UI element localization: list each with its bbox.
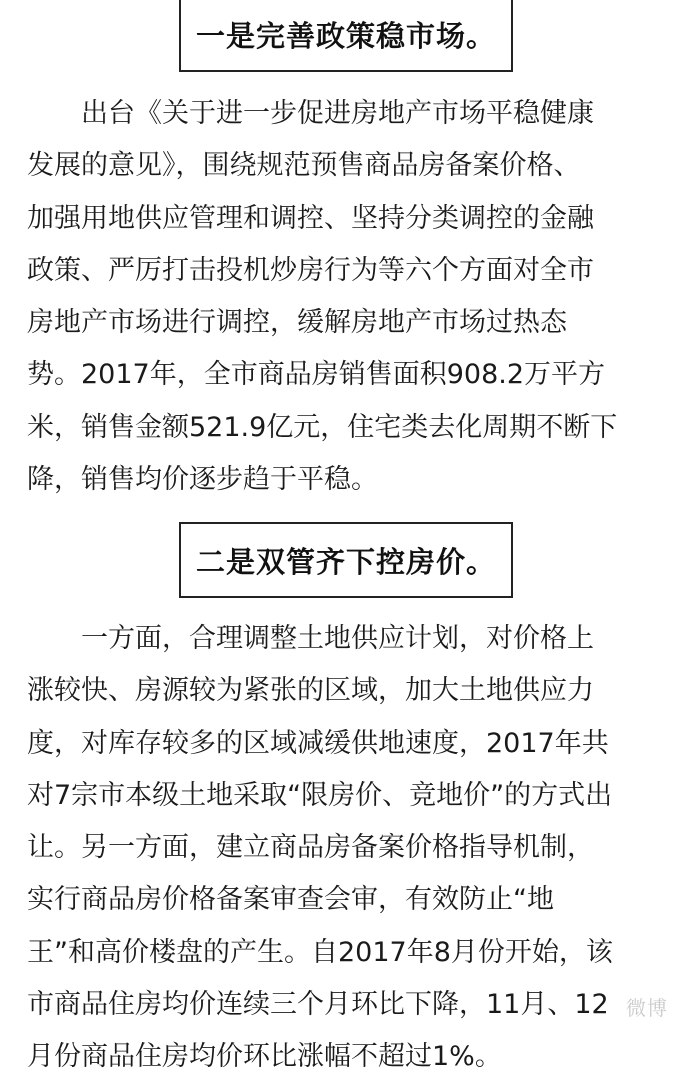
section-2-heading-text: 二是双管齐下控房价。	[195, 544, 496, 579]
paragraph-line: 发展的意见》，围绕规范预售商品房备案价格、	[27, 150, 581, 182]
paragraph-line: 一方面，合理调整土地供应计划，对价格上	[27, 623, 594, 654]
paragraph-line: 实行商品房价格备案审查会审，有效防止“地	[27, 884, 554, 916]
paragraph-line: 政策、严厉打击投机炒房行为等六个方面对全市	[27, 254, 594, 286]
paragraph-line: 让。另一方面，建立商品房备案价格指导机制，	[27, 832, 594, 864]
section-2-paragraph	[27, 613, 663, 1084]
paragraph-line: 房地产市场进行调控，缓解房地产市场过热态	[27, 307, 567, 339]
paragraph-line: 王”和高价楼盘的产生。自2017年8月份开始，该	[27, 936, 613, 968]
paragraph-line: 对7宗市本级土地采取“限房价、竞地价”的方式出	[27, 779, 613, 811]
weibo-watermark	[626, 992, 668, 1021]
section-2-heading	[179, 522, 513, 598]
paragraph-line: 势。2017年，全市商品房销售面积908.2万平方	[27, 359, 606, 391]
paragraph-line: 月份商品住房均价环比涨幅不超过1%。	[27, 1041, 502, 1073]
paragraph-line: 加强用地供应管理和调控、坚持分类调控的金融	[27, 202, 594, 234]
paragraph-line: 出台《关于进一步促进房地产市场平稳健康	[27, 98, 594, 129]
paragraph-line: 降，销售均价逐步趋于平稳。	[27, 464, 378, 496]
section-1-heading	[179, 0, 513, 72]
paragraph-line: 涨较快、房源较为紧张的区域，加大土地供应力	[27, 675, 594, 707]
paragraph-line: 米，销售金额521.9亿元，住宅类去化周期不断下	[27, 411, 618, 443]
section-1-heading-text: 一是完善政策稳市场。	[195, 18, 496, 53]
paragraph-line: 市商品住房均价连续三个月环比下降，11月、12	[27, 989, 609, 1021]
section-1-paragraph	[27, 88, 663, 506]
paragraph-line: 度，对库存较多的区域减缓供地速度，2017年共	[27, 727, 609, 759]
watermark-text: 微博	[626, 996, 668, 1020]
